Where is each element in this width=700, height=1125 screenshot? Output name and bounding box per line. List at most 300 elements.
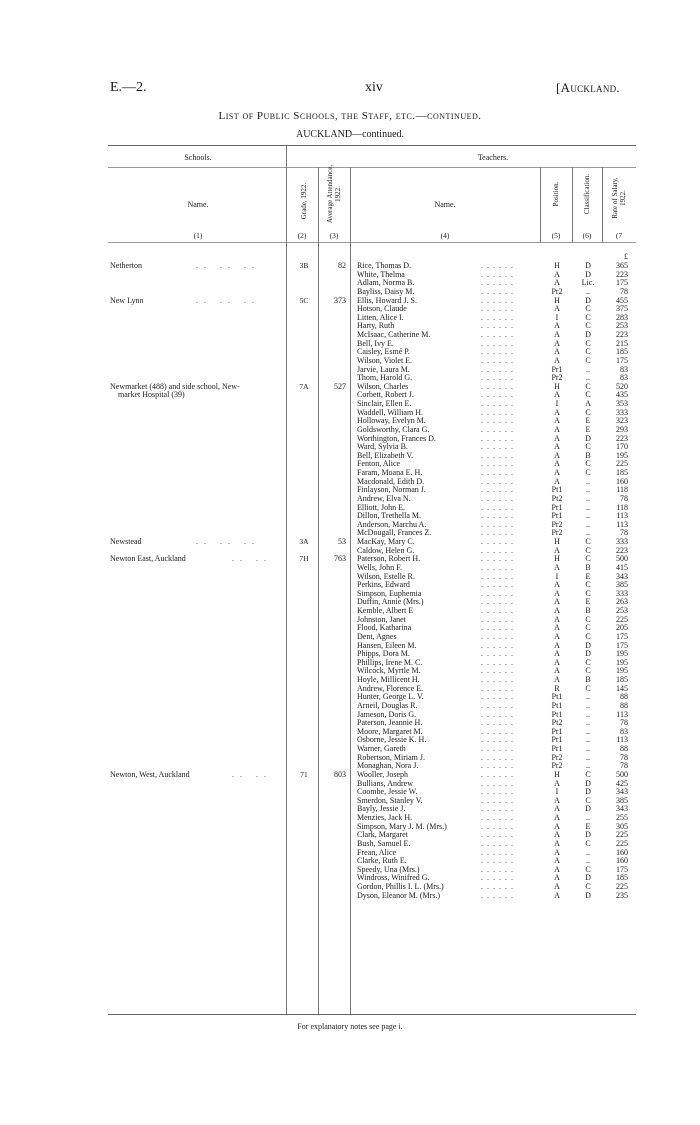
salary-header: Rate of Salary, 1922. — [611, 177, 627, 219]
teacher-position: A — [554, 545, 560, 555]
school-grade: 3B — [299, 261, 309, 270]
table-row — [0, 366, 700, 375]
school-name: Netherton — [110, 261, 142, 270]
teacher-name: Robertson, Miriam J. — [357, 752, 425, 762]
teacher-salary: 195 — [616, 450, 628, 460]
grade-header: Grade, 1922. — [300, 182, 308, 220]
teacher-salary: 223 — [616, 269, 628, 279]
teacher-name: MacKay, Mary C. — [357, 537, 415, 546]
teacher-classification: .. — [586, 700, 590, 710]
teacher-name: Frean, Alice — [357, 847, 397, 857]
teacher-position: H — [554, 295, 560, 305]
teacher-classification: C — [585, 554, 591, 564]
table-row — [0, 650, 700, 659]
teacher-salary: 113 — [616, 511, 628, 521]
leader-dots: . . . . . . — [481, 769, 514, 779]
teacher-salary: 78 — [620, 752, 628, 762]
leader-dots: . . . . . . — [481, 692, 514, 702]
table-row — [0, 823, 700, 832]
table-row — [0, 504, 700, 513]
teacher-classification: C — [585, 442, 591, 452]
teacher-classification: .. — [586, 856, 590, 866]
teacher-classification: .. — [586, 752, 590, 762]
teacher-classification: .. — [586, 511, 590, 521]
teacher-salary: 455 — [616, 295, 628, 305]
teacher-classification: D — [585, 261, 591, 270]
table-row — [0, 409, 700, 418]
teacher-name: Ellis, Howard J. S. — [357, 295, 417, 305]
table-row — [0, 564, 700, 573]
table-row — [0, 314, 700, 323]
teacher-classification: .. — [586, 709, 590, 719]
table-row — [0, 288, 700, 297]
teacher-salary: 415 — [616, 562, 628, 572]
leader-dots: . . . . . . — [481, 890, 514, 900]
table-row — [0, 512, 700, 521]
teacher-position: Pr2 — [551, 373, 563, 383]
teacher-position: A — [554, 390, 560, 400]
table-row — [0, 607, 700, 616]
teacher-position: Pr2 — [551, 528, 563, 538]
teacher-position: A — [554, 778, 560, 788]
teacher-position: A — [554, 269, 560, 279]
teacher-classification: C — [585, 631, 591, 641]
table-row — [0, 348, 700, 357]
teacher-name: Caisley, Esmé P. — [357, 347, 410, 357]
table-row — [0, 883, 700, 892]
teacher-salary: 333 — [616, 537, 628, 546]
leader-dots: . . . . . . — [481, 407, 514, 417]
teacher-name: Ward, Sylvia B. — [357, 442, 408, 452]
leader-dots: . . . . . . — [481, 778, 514, 788]
table-row — [0, 322, 700, 331]
teacher-classification: D — [585, 433, 591, 443]
teacher-name: Menzies, Jack H. — [357, 813, 413, 822]
leader-dots: . . . . . . — [481, 562, 514, 572]
teacher-classification: .. — [586, 528, 590, 538]
teacher-salary: 185 — [616, 873, 628, 883]
teacher-name: Jameson, Doris G. — [357, 709, 417, 719]
teacher-position: A — [554, 606, 560, 615]
table-row — [0, 771, 700, 780]
teacher-position: A — [554, 450, 560, 460]
leader-dots: . . . . . . — [481, 657, 514, 667]
table-row — [0, 443, 700, 452]
teacher-position: A — [554, 631, 560, 641]
teacher-salary: 185 — [616, 675, 628, 684]
teacher-classification: C — [585, 407, 591, 417]
school-grade: 7A — [299, 381, 309, 391]
teacher-position: A — [554, 338, 560, 348]
teacher-classification: E — [585, 821, 591, 831]
teacher-position: A — [554, 468, 560, 477]
teacher-name: Duffin, Annie (Mrs.) — [357, 597, 424, 607]
teacher-position: A — [554, 330, 560, 339]
table-row — [0, 676, 700, 685]
table-row — [0, 857, 700, 866]
teacher-salary: 225 — [616, 838, 628, 848]
teacher-salary: 175 — [616, 278, 628, 288]
teacher-position: A — [554, 873, 560, 883]
school-name: market Hospital (39) — [118, 390, 185, 400]
teacher-salary: 118 — [616, 485, 628, 495]
teacher-name: Wilcock, Myrtle M. — [357, 666, 421, 676]
table-row — [0, 400, 700, 409]
table-row — [0, 331, 700, 340]
leader-dots: . . . . . . — [481, 295, 514, 305]
teacher-name: Simpson, Mary J. M. (Mrs.) — [357, 821, 447, 831]
teacher-salary: 305 — [616, 821, 628, 831]
school-leader-dots: .. .. .. — [196, 537, 260, 546]
teacher-classification: C — [585, 381, 591, 391]
teacher-salary: 78 — [620, 718, 628, 728]
table-row — [0, 719, 700, 728]
teacher-salary: 385 — [616, 580, 628, 590]
leader-dots: . . . . . . — [481, 424, 514, 434]
teacher-salary: 113 — [616, 709, 628, 719]
teacher-position: Pt1 — [551, 692, 563, 702]
teacher-name: Corbett, Robert J. — [357, 390, 414, 400]
teacher-name: Thom, Harold G. — [357, 373, 413, 383]
teacher-salary: 343 — [616, 571, 628, 581]
leader-dots: . . . . . . — [481, 286, 514, 296]
leader-dots: . . . . . . — [481, 364, 514, 374]
teacher-salary: 253 — [616, 321, 628, 331]
leader-dots: . . . . . . — [481, 882, 514, 891]
teacher-salary: 175 — [616, 631, 628, 641]
teacher-classification: D — [585, 804, 591, 814]
table-row — [0, 624, 700, 633]
table-row — [0, 262, 700, 271]
teacher-name: Rice, Thomas D. — [357, 261, 412, 270]
teacher-salary: 263 — [616, 597, 628, 607]
teacher-name-header: Name. — [434, 200, 456, 209]
teacher-salary: 385 — [616, 795, 628, 805]
teacher-salary: 223 — [616, 330, 628, 339]
leader-dots: . . . . . . — [481, 683, 514, 693]
teacher-salary: 293 — [616, 424, 628, 434]
teacher-salary: 160 — [616, 847, 628, 857]
teacher-name: Clarke, Ruth E. — [357, 856, 407, 866]
teacher-position: Pt1 — [551, 485, 563, 495]
teacher-classification: C — [585, 338, 591, 348]
teachers-group-header: Teachers. — [477, 153, 509, 162]
leader-dots: . . . . . . — [481, 347, 514, 357]
teacher-position: A — [554, 864, 560, 874]
teacher-position: Pr2 — [551, 752, 563, 762]
teacher-name: Waddell, William H. — [357, 407, 423, 417]
teacher-name: Bell, Elizabeth V. — [357, 450, 414, 460]
teacher-position: A — [554, 890, 560, 900]
teacher-position: Pr1 — [551, 735, 563, 745]
teacher-position: A — [554, 424, 560, 434]
teacher-salary: 353 — [616, 399, 628, 408]
teacher-position: A — [554, 433, 560, 443]
teacher-classification: C — [585, 666, 591, 676]
leader-dots: . . . . . . — [481, 468, 514, 477]
leader-dots: . . . . . . — [481, 390, 514, 400]
teacher-salary: 83 — [620, 726, 628, 736]
teacher-salary: 88 — [620, 744, 628, 753]
teacher-position: I — [555, 399, 559, 408]
position-header: Position. — [552, 181, 560, 207]
teacher-name: Dillon, Trethella M. — [357, 511, 422, 521]
teacher-name: Hunter, George L. V. — [357, 692, 424, 702]
col-number-1: (1) — [193, 231, 203, 240]
teacher-position: H — [554, 261, 560, 270]
teacher-name: Hotson, Claude — [357, 304, 407, 314]
teacher-salary: 175 — [616, 640, 628, 650]
table-bottom-rule — [108, 1014, 636, 1015]
teacher-position: A — [554, 442, 560, 452]
teacher-position: H — [554, 537, 560, 546]
teacher-name: Arneil, Douglas R. — [357, 700, 418, 710]
teacher-position: A — [554, 795, 560, 805]
table-row — [0, 667, 700, 676]
teacher-position: H — [554, 381, 560, 391]
table-row — [0, 581, 700, 590]
teacher-salary: 225 — [616, 830, 628, 840]
teacher-salary: 225 — [616, 882, 628, 891]
teacher-classification: D — [585, 269, 591, 279]
teacher-salary: 88 — [620, 700, 628, 710]
teacher-position: A — [554, 821, 560, 831]
school-leader-dots: .. .. — [232, 554, 272, 564]
teacher-position: A — [554, 623, 560, 633]
table-row — [0, 711, 700, 720]
teacher-salary: 185 — [616, 347, 628, 357]
teacher-name: Faram, Moana E. H. — [357, 468, 423, 477]
teacher-name: Paterson, Robert H. — [357, 554, 421, 564]
table-row — [0, 460, 700, 469]
table-row — [0, 736, 700, 745]
teacher-position: Pt2 — [551, 493, 563, 503]
teacher-position: Pt1 — [551, 700, 563, 710]
teacher-classification: C — [585, 580, 591, 590]
leader-dots: . . . . . . — [481, 554, 514, 564]
teacher-salary: 113 — [616, 735, 628, 745]
teacher-classification: B — [585, 562, 591, 572]
teacher-position: A — [554, 614, 560, 624]
teacher-classification: C — [585, 355, 591, 365]
table-row — [0, 529, 700, 538]
column-number-rule — [108, 242, 636, 243]
school-name: Newstead — [110, 537, 142, 546]
teacher-classification: C — [585, 390, 591, 400]
leader-dots: . . . . . . — [481, 735, 514, 745]
teacher-classification: A — [585, 399, 591, 408]
table-row — [0, 590, 700, 599]
leader-dots: . . . . . . — [481, 381, 514, 391]
table-row — [0, 340, 700, 349]
teacher-name: White, Thelma — [357, 269, 405, 279]
classification-header: Classification. — [583, 173, 591, 215]
leader-dots: . . . . . . — [481, 269, 514, 279]
teacher-name: Flood, Katharina — [357, 623, 412, 633]
teacher-position: H — [554, 769, 560, 779]
teacher-salary: 160 — [616, 856, 628, 866]
teacher-name: Kemble, Albert E — [357, 606, 414, 615]
teacher-salary: 225 — [616, 614, 628, 624]
teacher-position: A — [554, 580, 560, 590]
teacher-position: H — [554, 554, 560, 564]
leader-dots: . . . . . . — [481, 537, 514, 546]
teacher-name: Sinclair, Ellen E. — [357, 399, 412, 408]
teacher-classification: .. — [586, 476, 590, 486]
teacher-position: A — [554, 804, 560, 814]
teacher-name: Anderson, Marchu A. — [357, 519, 427, 529]
teacher-salary: 253 — [616, 606, 628, 615]
table-row — [0, 555, 700, 564]
leader-dots: . . . . . . — [481, 321, 514, 331]
table-row — [0, 866, 700, 875]
teacher-salary: 343 — [616, 787, 628, 797]
leader-dots: . . . . . . — [481, 597, 514, 607]
table-row — [0, 538, 700, 547]
teacher-classification: .. — [586, 761, 590, 771]
teacher-classification: C — [585, 769, 591, 779]
leader-dots: . . . . . . — [481, 485, 514, 495]
teacher-name: Hoyle, Millicent H. — [357, 675, 420, 684]
teacher-name: Johnston, Janet — [357, 614, 406, 624]
teacher-classification: C — [585, 321, 591, 331]
col-number-7: (7 — [615, 231, 623, 240]
teacher-classification: B — [585, 450, 591, 460]
table-row — [0, 383, 700, 392]
teacher-name: Finlayson, Norman J. — [357, 485, 426, 495]
table-row — [0, 271, 700, 280]
leader-dots: . . . . . . — [481, 511, 514, 521]
table-row — [0, 279, 700, 288]
teacher-name: Wilson, Violet E. — [357, 355, 413, 365]
teacher-salary: 223 — [616, 545, 628, 555]
teacher-classification: C — [585, 312, 591, 322]
teacher-salary: 78 — [620, 286, 628, 296]
leader-dots: . . . . . . — [481, 700, 514, 710]
teacher-name: Simpson, Euphemia — [357, 588, 422, 598]
teacher-name: Fenton, Alice — [357, 459, 401, 469]
leader-dots: . . . . . . — [481, 726, 514, 736]
col-number-4: (4) — [440, 231, 450, 240]
teacher-salary: 365 — [616, 261, 628, 270]
schools-group-header: Schools. — [184, 153, 212, 162]
teacher-classification: B — [585, 675, 591, 684]
teacher-position: A — [554, 847, 560, 857]
teacher-classification: .. — [586, 692, 590, 702]
teacher-classification: D — [585, 890, 591, 900]
teacher-salary: 78 — [620, 528, 628, 538]
teacher-name: Moore, Margaret M. — [357, 726, 423, 736]
table-row — [0, 521, 700, 530]
table-row — [0, 728, 700, 737]
table-row — [0, 762, 700, 771]
teacher-classification: B — [585, 606, 591, 615]
teacher-classification: C — [585, 795, 591, 805]
average-attendance: 82 — [338, 261, 346, 270]
teacher-classification: D — [585, 640, 591, 650]
teacher-position: A — [554, 856, 560, 866]
leader-dots: . . . . . . — [481, 606, 514, 615]
leader-dots: . . . . . . — [481, 399, 514, 408]
teacher-position: A — [554, 675, 560, 684]
teacher-position: Pr1 — [551, 502, 563, 512]
table-row — [0, 374, 700, 383]
table-top-rule — [108, 145, 636, 146]
teacher-name: Dent, Agnes — [357, 631, 397, 641]
teacher-position: A — [554, 355, 560, 365]
teacher-salary: 343 — [616, 804, 628, 814]
leader-dots: . . . . . . — [481, 338, 514, 348]
teacher-position: Pr2 — [551, 519, 563, 529]
teacher-name: Bell, Ivy E. — [357, 338, 394, 348]
teacher-classification: C — [585, 304, 591, 314]
school-grade: 7H — [299, 554, 309, 564]
teacher-name: Wilson, Charles — [357, 381, 409, 391]
teacher-position: I — [555, 571, 559, 581]
teacher-classification: D — [585, 787, 591, 797]
teacher-name: Warner, Gareth — [357, 744, 406, 753]
average-attendance: 803 — [334, 769, 346, 779]
teacher-position: Pr1 — [551, 511, 563, 521]
teacher-position: A — [554, 459, 560, 469]
leader-dots: . . . . . . — [481, 864, 514, 874]
average-attendance: 763 — [334, 554, 346, 564]
leader-dots: . . . . . . — [481, 744, 514, 753]
teacher-classification: D — [585, 830, 591, 840]
teacher-name: Bayly, Jessie J. — [357, 804, 406, 814]
leader-dots: . . . . . . — [481, 571, 514, 581]
teacher-position: A — [554, 838, 560, 848]
leader-dots: . . . . . . — [481, 545, 514, 555]
teacher-name: McDougall, Frances Z. — [357, 528, 432, 538]
table-row — [0, 391, 700, 400]
teacher-salary: 175 — [616, 864, 628, 874]
table-row — [0, 693, 700, 702]
table-row — [0, 849, 700, 858]
teacher-position: Pr2 — [551, 286, 563, 296]
teacher-classification: E — [585, 571, 591, 581]
teacher-position: I — [555, 312, 559, 322]
leader-dots: . . . . . . — [481, 787, 514, 797]
teacher-salary: 500 — [616, 769, 628, 779]
leader-dots: . . . . . . — [481, 442, 514, 452]
teacher-position: Pr1 — [551, 744, 563, 753]
teacher-salary: 215 — [616, 338, 628, 348]
teacher-name: Goldsworthy, Clara G. — [357, 424, 430, 434]
teacher-classification: D — [585, 649, 591, 659]
leader-dots: . . . . . . — [481, 433, 514, 443]
teacher-classification: C — [585, 657, 591, 667]
teacher-name: Coombe, Jessie W. — [357, 787, 418, 797]
teacher-name: Elliott, John E. — [357, 502, 405, 512]
teacher-classification: C — [585, 537, 591, 546]
teacher-classification: .. — [586, 813, 590, 822]
teacher-salary: 83 — [620, 373, 628, 383]
teacher-name: Windross, Winifred G. — [357, 873, 430, 883]
teacher-position: A — [554, 666, 560, 676]
teacher-name: Bayliss, Daisy M. — [357, 286, 415, 296]
teacher-name: Jarvie, Laura M. — [357, 364, 410, 374]
leader-dots: . . . . . . — [481, 580, 514, 590]
page-subtitle: AUCKLAND—continued. — [295, 129, 405, 140]
teacher-name: Speedy, Una (Mrs.) — [357, 864, 420, 874]
teacher-salary: 160 — [616, 476, 628, 486]
teacher-position: A — [554, 588, 560, 598]
leader-dots: . . . . . . — [481, 631, 514, 641]
teacher-name: Gordon, Phillis I. L. (Mrs.) — [357, 882, 444, 891]
teacher-name: Wilson, Estelle R. — [357, 571, 415, 581]
table-row — [0, 469, 700, 478]
